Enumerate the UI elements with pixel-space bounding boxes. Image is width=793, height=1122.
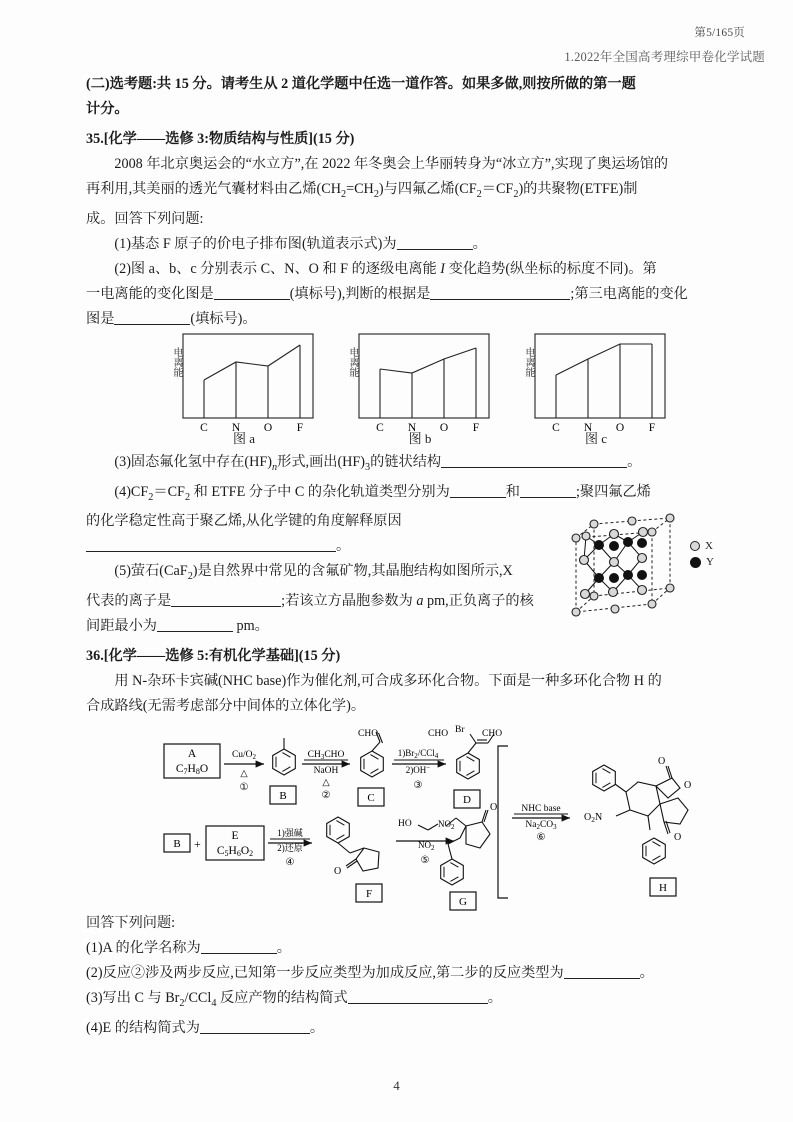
q35-stem-l2-f: 2 [476,188,482,200]
q36-item3-e: 反应产物的结构简式 [216,990,348,1007]
q35-item4-e: 和 ETFE 分子中 C 的杂化轨道类型分别为 [190,483,450,500]
answer-blank[interactable] [520,497,576,498]
section-intro-line2: 计分。 [86,101,129,117]
q36-item3-b: 2 [179,998,185,1010]
q35-item4-line1 [86,480,714,510]
chart-c-tick-O: O [615,422,625,434]
answer-blank[interactable] [86,551,336,552]
q35-item2-c: 变化趋势(纵坐标的标度不同)。第 [445,260,657,277]
scheme-box-E [206,826,264,860]
q35-item2-symbol-I: I [440,260,446,277]
q36-item2 [86,961,714,986]
q35-stem-l2-b: 2 [340,188,347,200]
answer-blank[interactable] [441,467,627,468]
scheme-box-H [650,878,676,896]
chart-a-tick-C: C [200,422,208,434]
scheme-plus-sign: + [194,837,201,851]
scheme-condition-heat-2: △ [322,778,330,788]
chart-b-caption: 图 b [408,431,432,446]
q36-item1-b: 。 [276,940,291,957]
scheme-label-G: G [459,896,467,908]
q35-item5-e: ;若该立方晶胞参数为 [281,593,417,610]
q35-stem-line1: 2008 年北京奥运会的“水立方”,在 2022 年冬奥会上华丽转身为“冰立方”,实现了奥运场馆的 [114,156,669,172]
q36-item1 [86,936,714,961]
q35-item5-b: 2 [187,571,193,583]
scheme-label-cho-2: CHO [428,729,449,739]
q35-heading: 35.[化学——选修 3:物质结构与性质](15 分) [86,131,355,147]
q35-item2-f: ;第三电离能的变化 [570,285,688,302]
scheme-label-o-g: O [490,802,498,813]
scheme-step-6 [512,804,570,843]
q35-item2-d: 一电离能的变化图是 [86,285,214,302]
q36-item3-a: (3)写出 C 与 Br [86,990,180,1007]
scheme-step-4 [268,827,312,868]
q35-item4-line2 [86,509,566,534]
q35-item5-i: pm。 [232,618,269,635]
scheme-label-A: A [187,748,197,760]
scheme-step-number-2: ② [321,790,331,801]
q35-item5-c: )是自然界中常见的含氟矿物,其晶胞结构如图所示,X [192,563,513,580]
answer-blank[interactable] [397,249,473,250]
scheme-structure-F [327,817,379,871]
header-doc-title: 1.2022年全国高考理综甲卷化学试题 [564,50,765,64]
scheme-step-number-1: ① [239,782,249,793]
q35-item5-line2 [86,589,566,614]
legend-entry-y [690,554,714,570]
header-page-marker: 第5/165页 [694,27,745,39]
chart-a-ylabel: 电离能 [171,347,182,377]
q36-item3-c: /CCl [184,990,212,1007]
section-intro-line1: (二)选考题:共 15 分。请考生从 2 道化学题中任选一道作答。如果多做,则按所做的第一题 [86,76,636,92]
chart-a-tick-O: O [263,422,273,434]
q35-stem-l2-h: 2 [513,188,519,200]
q35-item2-h: (填标号)。 [190,310,257,327]
q35-item5-d: 代表的离子是 [86,593,172,610]
chart-b-ylabel: 电离能 [347,347,358,377]
chart-a [168,333,320,445]
q35-item2-line1 [86,257,714,282]
scheme-label-o-2: O [684,780,692,791]
scheme-structure-D [457,734,494,779]
q35-item4-i: 。 [336,538,351,555]
q35-item5-line3 [86,614,714,639]
q35-item3 [86,450,714,480]
crystal-atom-x [572,514,674,616]
scheme-box-C [358,788,384,806]
q36-item4-b: 。 [309,1020,325,1037]
scheme-bracket [498,746,508,898]
scheme-step-2 [302,750,350,801]
scheme-structure-H [593,765,688,864]
scheme-reagent-4a: 1)强碱 [277,828,303,838]
scheme-box-D [454,790,480,808]
answer-blank[interactable] [114,324,190,325]
crystal-legend [690,538,714,570]
scheme-box-B [270,786,296,804]
page-number: 4 [393,1078,400,1093]
q35-item4-f: 和 [505,483,520,500]
open-circle-icon [690,541,700,551]
answer-blank[interactable] [171,606,281,607]
filled-circle-icon [690,557,701,568]
synthesis-scheme [160,726,730,911]
q35-item3-f: 。 [627,453,642,470]
q35-item3-d: 3 [365,461,371,473]
chart-a-caption: 图 a [232,431,256,446]
scheme-reagent-6a: NHC base [521,804,561,814]
q35-stem-l2-i: )的共聚物(ETFE)制 [518,181,638,197]
q35-item4-g: ;聚四氟乙烯 [575,483,651,500]
chart-c [520,333,672,445]
q35-item1-end: 。 [472,235,487,252]
answer-blank[interactable] [430,299,570,300]
q35-item4-h: 的化学稳定性高于聚乙烯,从化学键的角度解释原因 [86,513,402,530]
scheme-label-no2-1: $NO_2$ [438,819,455,831]
scheme-reagent-2b: NaOH [313,766,339,776]
q35-stem-line3: 成。回答下列问题: [86,210,204,227]
chart-b-plot [358,333,490,434]
q36-item3-d: 4 [211,998,217,1010]
scheme-reagent-6b: $Na_2CO_3$ [525,820,557,831]
scheme-reagent-3b: 2)OH− [405,764,431,775]
q35-item5-g: pm,正负离子的核 [423,593,534,610]
answer-blank[interactable] [157,631,233,632]
q35-item3-c: 形式,画出(HF) [277,453,366,470]
scheme-reagent-3a: $1)Br_2/CCl_4$ [397,748,439,760]
scheme-step-3 [392,748,446,791]
scheme-label-cho-1: CHO [358,729,379,739]
chart-c-caption: 图 c [584,431,608,446]
q35-item3-e: 的链状结构 [370,453,442,470]
scheme-label-B2: B [173,838,181,850]
q35-stem-l2-d: 2 [373,188,379,200]
answer-blank[interactable] [214,299,290,300]
q35-item2-g: 图是 [86,310,115,327]
answer-blank[interactable] [348,1003,488,1004]
scheme-step-number-4: ④ [285,857,295,868]
q35-item1-text: (1)基态 F 原子的价电子排布图(轨道表示式)为 [114,235,397,252]
chart-c-tick-C: C [552,422,560,434]
scheme-box-F [356,884,382,902]
chart-a-tick-F: F [296,422,304,434]
answer-blank[interactable] [450,497,506,498]
crystal-cell-diagram [566,512,688,618]
chart-c-plot [534,333,666,434]
scheme-formula-E: C5H6O2 [216,845,254,858]
q35-item5-a: (5)萤石(CaF [114,563,188,580]
q36-item2-a: (2)反应②涉及两步反应,已知第一步反应类型为加成反应,第二步的反应类型为 [86,965,564,982]
q36-item3-f: 。 [487,990,502,1007]
chart-b-tick-F: F [472,422,480,434]
q35-item4-c: ＝CF [153,483,185,500]
q36-item2-b: 。 [639,965,654,982]
scheme-box-B-2 [164,834,190,852]
q35-stem-line2 [86,177,714,207]
scheme-label-B: B [279,790,287,802]
scheme-label-H: H [659,882,667,894]
q36-item4 [86,1016,714,1041]
chart-c-tick-F: F [648,422,656,434]
q35-item4-a: (4)CF [114,483,149,500]
q35-item3-b: n [272,461,278,473]
scheme-structure-B [273,738,296,775]
legend-entry-x [690,538,714,554]
scheme-reagent-1: $Cu/O_2$ [231,750,257,761]
q35-item5-f: a [416,593,424,610]
q35-stem-l2-e: )与四氟乙烯(CF [378,181,477,197]
q36-stem-line1: 用 N-杂环卡宾碱(NHC base)作为催化剂,可合成多环化合物。下面是一种多环化合物 H 的 [114,673,662,690]
chart-a-plot [182,333,314,434]
q35-stem-l2-c: =CH [346,181,374,197]
q35-item4-b: 2 [148,491,154,503]
scheme-label-br: Br [455,725,465,735]
scheme-step-number-6: ⑥ [536,832,546,843]
scheme-label-o-3: O [674,832,682,843]
answer-blank[interactable] [201,953,277,954]
q35-item2-line2 [86,282,714,307]
chart-b-tick-O: O [439,422,449,434]
scheme-reagent-2a: $CH_3CHO$ [307,750,345,761]
q35-item1 [86,232,714,257]
q35-item2-a: (2)图 a、b、c 分别表示 C、N、O 和 F 的逐级电离能 [114,260,441,277]
q35-item4-d: 2 [184,491,191,503]
scheme-step-1 [224,750,264,793]
q36-item3 [86,986,714,1016]
scheme-label-o-1: O [658,756,666,767]
scheme-label-C: C [367,792,375,804]
ionization-charts [168,333,678,445]
scheme-label-ho: HO [398,819,412,829]
legend-label-y: Y [706,556,714,568]
q35-item2-e: (填标号),判断的根据是 [289,285,431,302]
chart-a-tick-N: N [231,422,241,434]
scheme-step-number-5: ⑤ [420,855,430,866]
q36-heading: 36.[化学——选修 5:有机化学基础](15 分) [86,648,341,665]
scheme-label-cho-3: CHO [482,729,503,739]
q36-item4-a: (4)E 的结构简式为 [86,1020,200,1037]
q35-stem-l2-g: ＝CF [481,181,514,197]
q35-item5-line1 [86,559,566,589]
answer-blank[interactable] [200,1033,310,1034]
scheme-condition-heat-1: △ [240,769,248,779]
chart-c-ylabel: 电离能 [523,347,534,377]
answer-blank[interactable] [564,978,640,979]
q35-item3-a: (3)固态氟化氢中存在(HF) [114,453,273,470]
scheme-label-F: F [365,888,373,900]
q36-answer-intro: 回答下列问题: [86,915,176,932]
scheme-label-o2n: $O_2N$ [584,812,603,824]
legend-label-x: X [705,540,713,552]
q35-item5-h: 间距最小为 [86,618,157,635]
scheme-box-G [450,892,476,910]
q36-item1-a: (1)A 的化学名称为 [86,940,201,957]
chart-b-tick-C: C [376,422,384,434]
chart-c-tick-N: N [583,422,593,434]
scheme-box-A [164,744,220,778]
scheme-label-no2-2: $NO_2$ [418,840,435,852]
scheme-formula-A: C7H8O [175,763,209,776]
chart-b-tick-N: N [407,422,417,434]
scheme-reagent-nitroethanol [418,824,438,830]
scheme-label-E: E [231,830,239,842]
scheme-label-D: D [463,794,471,806]
scheme-reagent-4b: 2)还原 [277,843,303,853]
chart-b [344,333,496,445]
q35-item2-line3 [86,307,714,332]
q35-stem-l2-a: 再利用,其美丽的透光气囊材料由乙烯(CH [86,181,341,197]
scheme-label-o-f: O [334,866,342,877]
scheme-step-number-3: ③ [413,780,423,791]
q36-stem-line2: 合成路线(无需考虑部分中间体的立体化学)。 [86,698,366,715]
